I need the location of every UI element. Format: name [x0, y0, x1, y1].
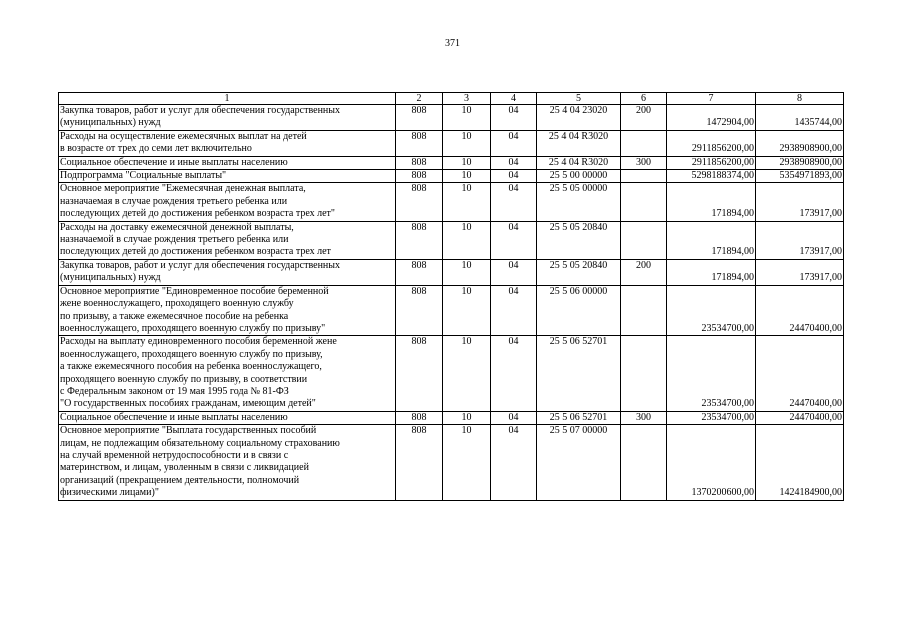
row-expense-type-cell: [621, 130, 667, 156]
row-target-article-cell: 25 4 04 23020: [537, 105, 621, 131]
row-target-article-cell: 25 5 06 52701: [537, 411, 621, 424]
row-expense-type-cell: [621, 183, 667, 221]
row-subsection-cell: 04: [491, 105, 537, 131]
row-section-cell: 10: [443, 336, 491, 411]
row-subsection-cell: 04: [491, 183, 537, 221]
row-amount-year1-cell: 23534700,00: [667, 336, 756, 411]
row-amount-year1-cell: 5298188374,00: [667, 170, 756, 183]
header-cell: 5: [537, 93, 621, 105]
row-amount-year1-cell: 2911856200,00: [667, 130, 756, 156]
row-admin-code-cell: 808: [396, 411, 443, 424]
table-header-row: [59, 93, 844, 105]
row-subsection-cell: 04: [491, 170, 537, 183]
row-expense-type-cell: 300: [621, 411, 667, 424]
row-amount-year1-cell: 171894,00: [667, 221, 756, 259]
row-amount-year2-cell: 1424184900,00: [756, 425, 844, 500]
table-row: [59, 336, 844, 411]
row-name-cell: Закупка товаров, работ и услуг для обеспечения государственных (муниципальных) нужд: [59, 105, 396, 131]
row-admin-code-cell: 808: [396, 425, 443, 500]
row-section-cell: 10: [443, 156, 491, 169]
row-amount-year2-cell: 2938908900,00: [756, 130, 844, 156]
row-name-cell: Подпрограмма "Социальные выплаты": [59, 170, 396, 183]
table-row: [59, 425, 844, 500]
row-amount-year1-cell: 171894,00: [667, 183, 756, 221]
row-section-cell: 10: [443, 105, 491, 131]
row-section-cell: 10: [443, 183, 491, 221]
header-cell: 8: [756, 93, 844, 105]
row-section-cell: 10: [443, 425, 491, 500]
table-row: [59, 130, 844, 156]
header-cell: 4: [491, 93, 537, 105]
table-row: [59, 259, 844, 285]
row-amount-year2-cell: 24470400,00: [756, 285, 844, 336]
row-amount-year1-cell: 23534700,00: [667, 411, 756, 424]
row-expense-type-cell: [621, 425, 667, 500]
row-amount-year1-cell: 1370200600,00: [667, 425, 756, 500]
row-admin-code-cell: 808: [396, 259, 443, 285]
table-row: [59, 156, 844, 169]
row-section-cell: 10: [443, 285, 491, 336]
row-name-cell: Социальное обеспечение и иные выплаты населению: [59, 411, 396, 424]
header-cell: 6: [621, 93, 667, 105]
row-amount-year2-cell: 1435744,00: [756, 105, 844, 131]
row-admin-code-cell: 808: [396, 130, 443, 156]
row-amount-year2-cell: 2938908900,00: [756, 156, 844, 169]
row-section-cell: 10: [443, 170, 491, 183]
page-number: 371: [445, 38, 460, 49]
row-amount-year1-cell: 23534700,00: [667, 285, 756, 336]
row-subsection-cell: 04: [491, 259, 537, 285]
row-amount-year2-cell: 173917,00: [756, 183, 844, 221]
row-subsection-cell: 04: [491, 411, 537, 424]
row-expense-type-cell: 200: [621, 259, 667, 285]
table-row: [59, 183, 844, 221]
row-expense-type-cell: [621, 336, 667, 411]
table-row: [59, 285, 844, 336]
row-expense-type-cell: 200: [621, 105, 667, 131]
row-expense-type-cell: [621, 170, 667, 183]
budget-table: [58, 92, 844, 501]
header-cell: 7: [667, 93, 756, 105]
row-target-article-cell: 25 5 06 52701: [537, 336, 621, 411]
row-admin-code-cell: 808: [396, 105, 443, 131]
row-target-article-cell: 25 5 05 00000: [537, 183, 621, 221]
row-target-article-cell: 25 5 00 00000: [537, 170, 621, 183]
header-cell: 1: [59, 93, 396, 105]
row-expense-type-cell: [621, 285, 667, 336]
row-target-article-cell: 25 5 05 20840: [537, 259, 621, 285]
row-name-cell: Закупка товаров, работ и услуг для обеспечения государственных (муниципальных) нужд: [59, 259, 396, 285]
row-target-article-cell: 25 4 04 R3020: [537, 156, 621, 169]
table-row: [59, 170, 844, 183]
row-target-article-cell: 25 5 07 00000: [537, 425, 621, 500]
row-name-cell: Расходы на выплату единовременного пособия беременной жене военнослужащего, проходящего военную службу по призыву, а также ежемесячного пособия на ребенка военнослужащего, проходящего военную службу по призыву, в соответствии с Федеральным законом от 19 мая 1995 года № 81-ФЗ "О государственных пособиях гражданам, имеющим детей": [59, 336, 396, 411]
row-name-cell: Основное мероприятие "Единовременное пособие беременной жене военнослужащего, проходящего военную службу по призыву, а также ежемесячное пособие на ребенка военнослужащего, проходящего военную службу по призыву": [59, 285, 396, 336]
row-subsection-cell: 04: [491, 156, 537, 169]
row-admin-code-cell: 808: [396, 285, 443, 336]
row-subsection-cell: 04: [491, 221, 537, 259]
row-subsection-cell: 04: [491, 130, 537, 156]
row-target-article-cell: 25 5 05 20840: [537, 221, 621, 259]
row-admin-code-cell: 808: [396, 221, 443, 259]
row-amount-year2-cell: 24470400,00: [756, 411, 844, 424]
row-name-cell: Социальное обеспечение и иные выплаты населению: [59, 156, 396, 169]
row-subsection-cell: 04: [491, 285, 537, 336]
header-cell: 3: [443, 93, 491, 105]
row-amount-year1-cell: 2911856200,00: [667, 156, 756, 169]
row-section-cell: 10: [443, 221, 491, 259]
row-target-article-cell: 25 5 06 00000: [537, 285, 621, 336]
row-name-cell: Основное мероприятие "Выплата государственных пособий лицам, не подлежащим обязательному социальному страхованию на случай временной нетрудоспособности и в связи с материнством, и лицам, уволенным в связи с ликвидацией организаций (прекращением деятельности, полномочий физическими лицами)": [59, 425, 396, 500]
row-name-cell: Расходы на осуществление ежемесячных выплат на детей в возрасте от трех до семи лет включительно: [59, 130, 396, 156]
table-row: [59, 221, 844, 259]
row-admin-code-cell: 808: [396, 170, 443, 183]
row-subsection-cell: 04: [491, 336, 537, 411]
table-row: [59, 105, 844, 131]
row-amount-year2-cell: 173917,00: [756, 221, 844, 259]
header-cell: 2: [396, 93, 443, 105]
row-admin-code-cell: 808: [396, 336, 443, 411]
row-amount-year2-cell: 5354971893,00: [756, 170, 844, 183]
row-expense-type-cell: [621, 221, 667, 259]
row-section-cell: 10: [443, 130, 491, 156]
row-section-cell: 10: [443, 411, 491, 424]
row-admin-code-cell: 808: [396, 156, 443, 169]
table-row: [59, 411, 844, 424]
row-section-cell: 10: [443, 259, 491, 285]
row-amount-year2-cell: 173917,00: [756, 259, 844, 285]
row-name-cell: Основное мероприятие "Ежемесячная денежная выплата, назначаемая в случае рождения третьего ребенка или последующих детей до достижения ребенком возраста трех лет": [59, 183, 396, 221]
row-expense-type-cell: 300: [621, 156, 667, 169]
row-target-article-cell: 25 4 04 R3020: [537, 130, 621, 156]
row-subsection-cell: 04: [491, 425, 537, 500]
row-amount-year2-cell: 24470400,00: [756, 336, 844, 411]
row-admin-code-cell: 808: [396, 183, 443, 221]
row-amount-year1-cell: 1472904,00: [667, 105, 756, 131]
row-amount-year1-cell: 171894,00: [667, 259, 756, 285]
row-name-cell: Расходы на доставку ежемесячной денежной выплаты, назначаемой в случае рождения третьего ребенка или последующих детей до достижения ребенком возраста трех лет: [59, 221, 396, 259]
